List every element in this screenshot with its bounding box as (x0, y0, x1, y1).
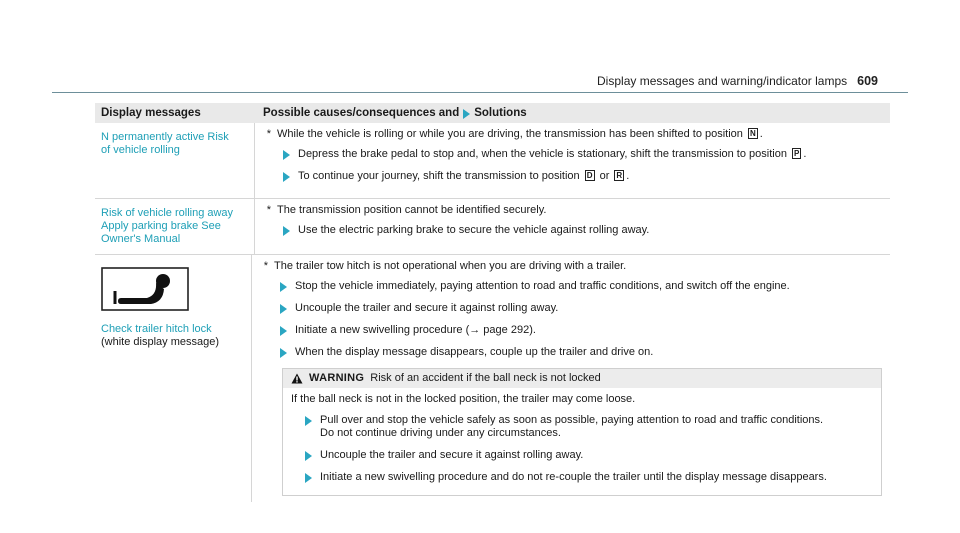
column-header-causes-label: Possible causes/consequences and (263, 107, 460, 119)
display-message (95, 255, 252, 502)
cause-line (263, 128, 882, 141)
step-text: To continue your journey, shift the transmission to position D or R . (298, 170, 630, 182)
warning-header (283, 369, 881, 388)
cause-line (263, 204, 882, 217)
message-line: Owner's Manual (101, 233, 181, 245)
warning-body (283, 388, 881, 495)
warning-text: If the ball neck is not in the locked position, the trailer may come loose. (291, 393, 636, 405)
message-line: of vehicle rolling (101, 144, 180, 156)
causes-cell (255, 123, 890, 198)
cause-text: The trailer tow hitch is not operational when you are driving with a trailer. (274, 260, 627, 272)
warning-label: WARNING (309, 372, 365, 384)
warning-step (291, 449, 873, 462)
cause-line (260, 260, 882, 273)
table-header (95, 103, 890, 123)
step-text: Initiate a new swivelling procedure (→ page 292). (295, 324, 536, 336)
step-text: When the display message disappears, couple up the trailer and drive on. (295, 346, 654, 358)
gear-p-icon: P (794, 149, 800, 158)
arrow-bullet-icon (283, 226, 290, 236)
step-text: Uncouple the trailer and secure it against rolling away. (320, 449, 584, 461)
table-row (95, 123, 890, 199)
arrow-bullet-icon (305, 473, 312, 483)
causes-cell (255, 199, 890, 254)
page-number: 609 (857, 74, 878, 88)
step-text: Depress the brake pedal to stop and, when the vehicle is stationary, shift the transmission to position P . (298, 148, 807, 160)
arrow-bullet-icon (280, 304, 287, 314)
table-row (95, 255, 890, 502)
arrow-bullet-icon (280, 348, 287, 358)
header-divider (52, 92, 908, 93)
message-line: Check trailer hitch lock (101, 323, 212, 335)
warning-title: Risk of an accident if the ball neck is not locked (370, 372, 601, 384)
solution-step (260, 280, 882, 293)
step-text: Stop the vehicle immediately, paying attention to road and traffic conditions, and switch off the engine. (295, 280, 790, 292)
solution-step (260, 302, 882, 315)
arrow-bullet-icon (463, 109, 470, 119)
cause-text: The transmission position cannot be identified securely. (277, 204, 547, 216)
warning-step (291, 471, 873, 484)
arrow-bullet-icon (305, 416, 312, 426)
arrow-bullet-icon (283, 172, 290, 182)
asterisk: * (266, 204, 271, 216)
solution-step (260, 346, 882, 359)
warning-triangle-icon (291, 373, 303, 384)
warning-step (291, 414, 873, 440)
trailer-hitch-icon (101, 267, 189, 311)
asterisk: * (266, 128, 271, 140)
messages-table (95, 103, 890, 502)
step-text: Pull over and stop the vehicle safely as soon as possible, paying attention to road and traffic conditions. Do not continue driving under any circumstances. (320, 414, 824, 439)
message-line: Apply parking brake See (101, 220, 221, 232)
warning-box (282, 368, 882, 496)
arrow-bullet-icon (283, 150, 290, 160)
causes-cell (252, 255, 890, 502)
message-note: (white display message) (101, 336, 219, 348)
step-text: Initiate a new swivelling procedure and do not re-couple the trailer until the display message disappears. (320, 471, 827, 483)
message-line: N permanently active Risk (101, 131, 229, 143)
solution-step (263, 148, 882, 161)
gear-d-icon: D (586, 171, 593, 180)
display-message (95, 199, 255, 254)
arrow-bullet-icon (280, 282, 287, 292)
page-header (597, 74, 878, 88)
step-text: Use the electric parking brake to secure the vehicle against rolling away. (298, 224, 650, 236)
message-line: Risk of vehicle rolling away (101, 207, 234, 219)
cause-text: While the vehicle is rolling or while you are driving, the transmission has been shifted to position N . (277, 128, 763, 140)
solution-step (263, 224, 882, 237)
gear-n-icon: N (749, 129, 756, 138)
page-header-title: Display messages and warning/indicator lamps (597, 74, 848, 88)
gear-r-icon: R (616, 171, 623, 180)
step-text: Uncouple the trailer and secure it against rolling away. (295, 302, 559, 314)
column-header-messages: Display messages (101, 107, 201, 119)
solution-step (260, 324, 882, 337)
column-header-causes (255, 107, 890, 119)
asterisk: * (263, 260, 268, 272)
column-header-solutions-label: Solutions (474, 107, 527, 119)
solution-step (263, 170, 882, 183)
arrow-bullet-icon (280, 326, 287, 336)
table-row (95, 199, 890, 255)
arrow-bullet-icon (305, 451, 312, 461)
display-message (95, 123, 255, 198)
